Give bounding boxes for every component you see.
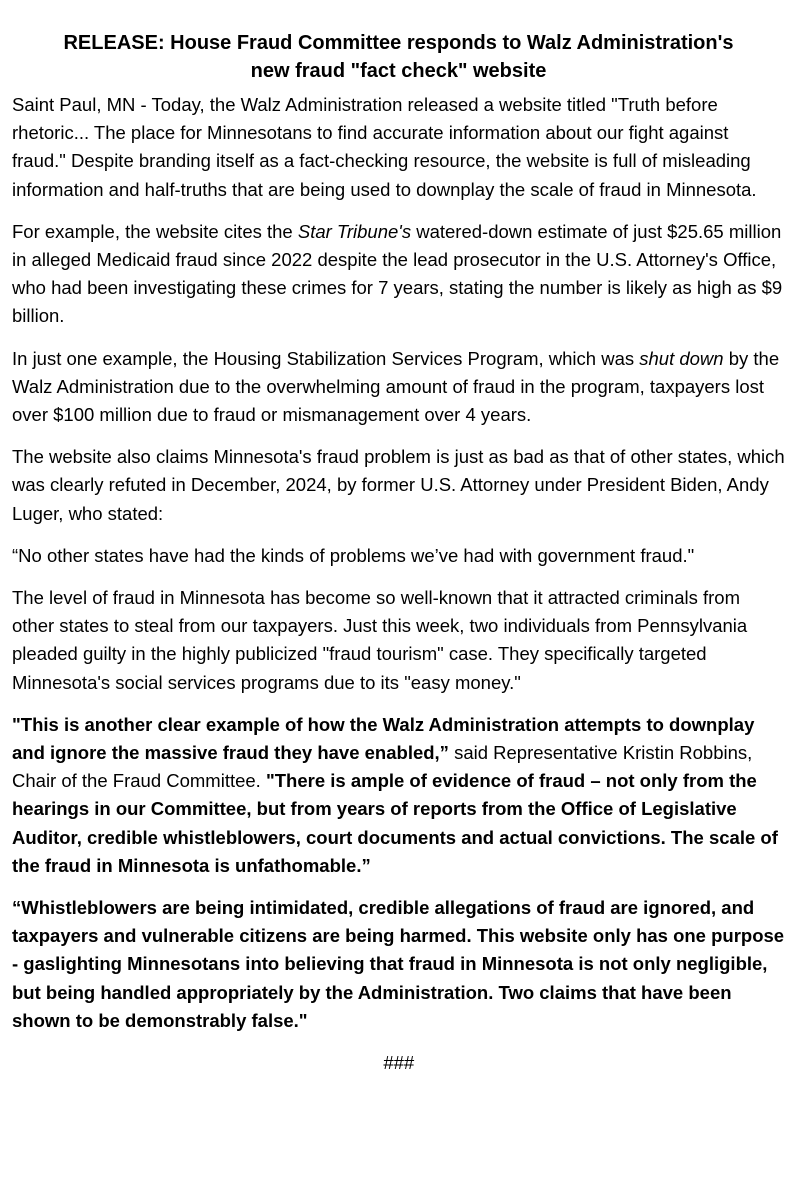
shut-down-emphasis: shut down: [639, 347, 724, 369]
paragraph-housing-text-b: by the Walz Administration due to the overwhelming amount of fraud in the program, taxpayers lost over $100 million due to fraud or mismanagement over 4 years.: [12, 347, 780, 426]
robbins-attribution: said Representative Kristin Robbins, Chair of the Fraud Committee.: [12, 742, 753, 792]
robbins-quote-part-1: "This is another clear example of how the Walz Administration attempts to downplay and ignore the massive fraud they have enabled,”: [12, 713, 755, 764]
paragraph-star-tribune: [12, 218, 785, 331]
release-title-line-2: new fraud "fact check" website: [250, 60, 547, 82]
end-of-release-mark: ###: [383, 1052, 414, 1074]
paragraph-fraud-tourism: The level of fraud in Minnesota has become so well-known that it attracted criminals from other states to steal from our taxpayers. Just this week, two individuals from Pennsylvania pleaded guilty in the highly publicized "fraud tourism" case. They specifically targeted Minnesota's social services programs due to its "easy money.": [12, 587, 748, 693]
luger-quote: “No other states have had the kinds of problems we’ve had with government fraud.": [12, 544, 695, 566]
paragraph-other-states: The website also claims Minnesota's fraud problem is just as bad as that of other states, which was clearly refuted in December, 2024, by former U.S. Attorney under President Biden, Andy Luger, who stated:: [12, 446, 785, 524]
paragraph-intro: Saint Paul, MN - Today, the Walz Administration released a website titled "Truth before rhetoric... The place for Minnesotans to find accurate information about our fight against fraud." Despite branding itself as a fact-checking resource, the website is full of misleading information and half-truths that are being used to downplay the scale of fraud in Minnesota.: [12, 94, 757, 200]
paragraph-star-tribune-text-b: watered-down estimate of just $25.65 million in alleged Medicaid fraud since 2022 despite the lead prosecutor in the U.S. Attorney's Office, who had been investigating these crimes for 7 years, stating the number is likely as high as $9 billion.: [12, 220, 783, 327]
paragraph-whistleblowers: [12, 894, 785, 1035]
paragraph-housing-program: [12, 345, 785, 430]
paragraph-housing-text-a: In just one example, the Housing Stabilization Services Program, which was: [12, 347, 640, 369]
release-title: [12, 29, 785, 85]
star-tribune-name: Star Tribune's: [297, 220, 412, 242]
paragraph-robbins-statement: [12, 711, 785, 880]
whistleblowers-quote: “Whistleblowers are being intimidated, credible allegations of fraud are ignored, and taxpayers and vulnerable citizens are being harmed. This website only has one purpose - gaslighting Minnesotans into believing that fraud in Minnesota is not only negligible, but being handled appropriately by the Administration. Two claims that have been shown to be demonstrably false.": [12, 897, 785, 1031]
release-title-line-1: RELEASE: House Fraud Committee responds to Walz Administration's: [63, 32, 734, 54]
robbins-quote-part-2: "There is ample of evidence of fraud – not only from the hearings in our Committee, but from years of reports from the Office of Legislative Auditor, credible whistleblowers, court documents and actual convictions. The scale of the fraud in Minnesota is unfathomable.”: [12, 770, 778, 876]
paragraph-star-tribune-text-a: For example, the website cites the: [12, 220, 298, 242]
